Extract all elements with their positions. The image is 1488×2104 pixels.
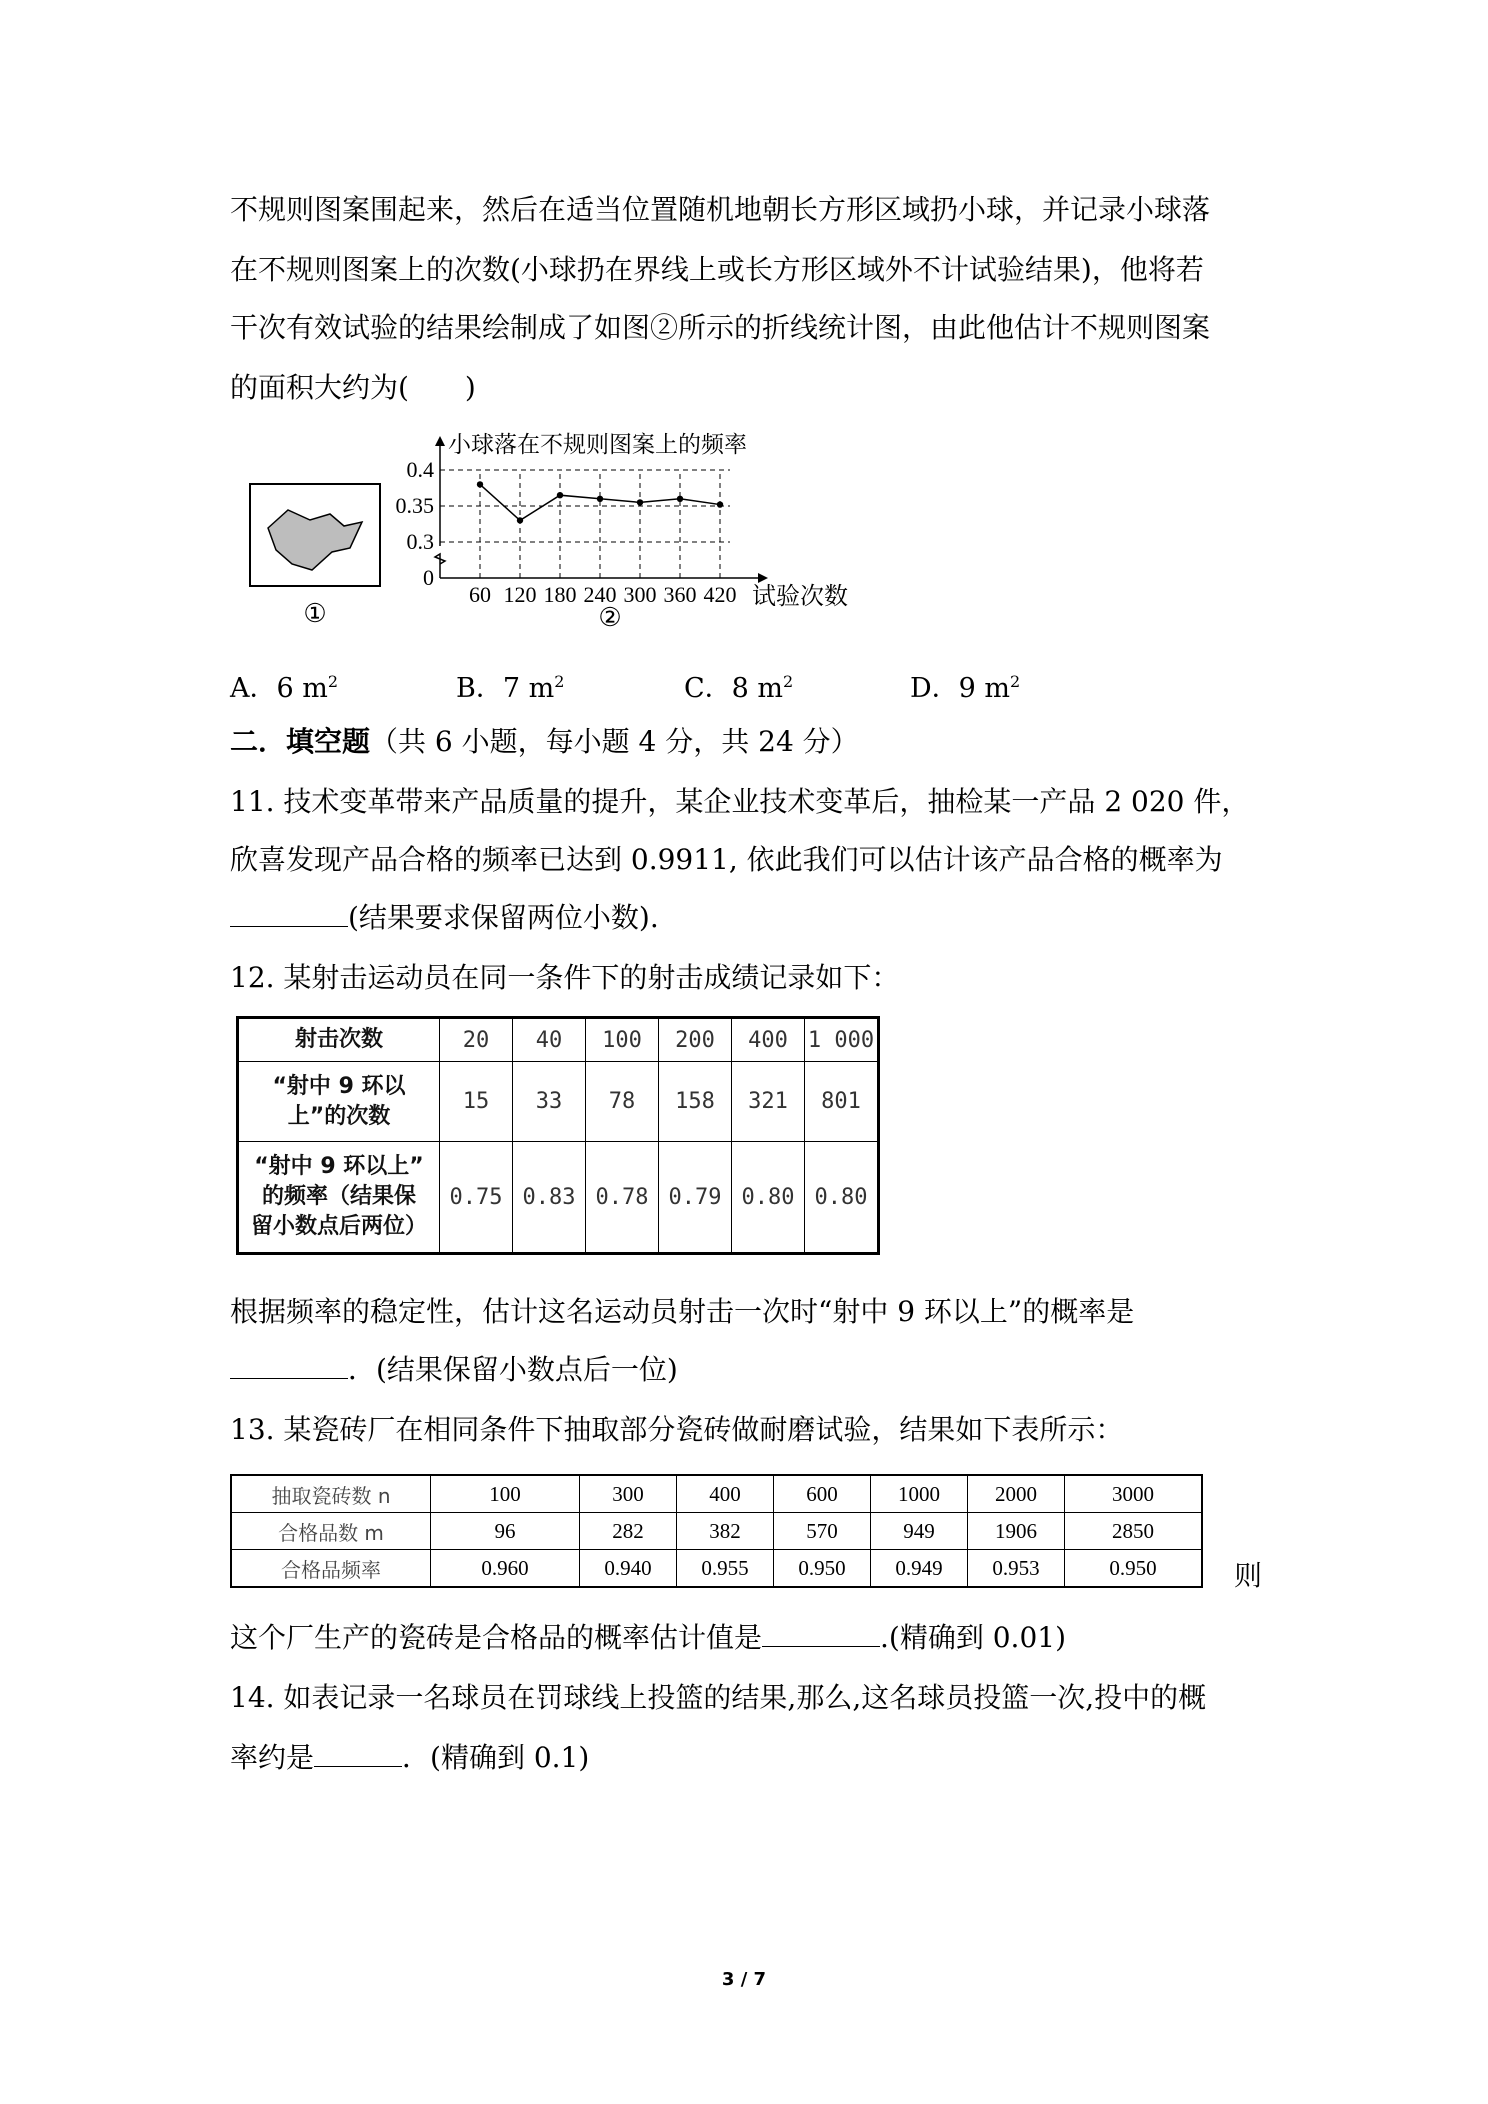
figure-1 xyxy=(240,476,390,626)
data-point xyxy=(477,481,483,487)
option-b[interactable]: B．7 $m^2$ xyxy=(456,672,565,704)
paragraph-line-4: 的面积大约为( ) xyxy=(230,371,476,404)
table-cell: 1906 xyxy=(968,1513,1065,1550)
table-cell: 0.79 xyxy=(659,1142,732,1254)
y-tick-label: 0.3 xyxy=(406,529,434,554)
table-cell: 33 xyxy=(513,1062,586,1142)
table-cell: 1000 xyxy=(871,1475,968,1513)
x-tick-label: 240 xyxy=(583,582,617,607)
table-cell: 96 xyxy=(431,1513,580,1550)
y-tick-label: 0 xyxy=(423,565,434,590)
table-cell: 400 xyxy=(677,1475,774,1513)
x-tick-label: 180 xyxy=(543,582,577,607)
table-cell: 0.955 xyxy=(677,1550,774,1588)
table-cell: 40 xyxy=(513,1018,586,1062)
table-row xyxy=(231,1550,1202,1588)
table-cell: 3000 xyxy=(1065,1475,1203,1513)
option-d[interactable]: D．9 $m^2$ xyxy=(910,672,1021,704)
q13-line-1: 13. 某瓷砖厂在相同条件下抽取部分瓷砖做耐磨试验，结果如下表所示： xyxy=(230,1413,1124,1446)
table-row xyxy=(238,1142,879,1254)
x-tick-label: 300 xyxy=(623,582,657,607)
table-header: 抽取瓷砖数 n xyxy=(231,1475,431,1513)
q12-after-2: ．(结果保留小数点后一位) xyxy=(230,1352,678,1388)
paragraph-line-1: 不规则图案围起来，然后在适当位置随机地朝长方形区域扔小球，并记录小球落 xyxy=(230,193,1211,226)
table-cell: 78 xyxy=(586,1062,659,1142)
y-axis-arrow-icon xyxy=(435,436,445,446)
table-cell: 0.950 xyxy=(774,1550,871,1588)
q13-answer-blank[interactable] xyxy=(762,1620,880,1647)
table-cell: 0.949 xyxy=(871,1550,968,1588)
q13-trail: 则 xyxy=(1234,1559,1263,1592)
table-header: 合格品数 m xyxy=(231,1513,431,1550)
table-cell: 570 xyxy=(774,1513,871,1550)
x-axis-arrow-icon xyxy=(758,573,768,583)
table-cell: 2850 xyxy=(1065,1513,1203,1550)
table-cell: 200 xyxy=(659,1018,732,1062)
q11-line-2: 欣喜发现产品合格的频率已达到 0.9911, 依此我们可以估计该产品合格的概率为 xyxy=(230,843,1223,876)
paragraph-line-2: 在不规则图案上的次数(小球扔在界线上或长方形区域外不计试验结果)，他将若 xyxy=(230,253,1204,286)
table-cell: 158 xyxy=(659,1062,732,1142)
table-cell: 282 xyxy=(580,1513,677,1550)
table-cell: 0.80 xyxy=(732,1142,805,1254)
table-cell: 300 xyxy=(580,1475,677,1513)
x-tick-label: 420 xyxy=(703,582,737,607)
q13-table xyxy=(230,1474,1203,1588)
table-cell: 0.953 xyxy=(968,1550,1065,1588)
q11-line-1: 11. 技术变革带来产品质量的提升，某企业技术变革后，抽检某一产品 2 020 件， xyxy=(230,785,1250,818)
q13-after: 这个厂生产的瓷砖是合格品的概率估计值是 .(精确到 0.01) xyxy=(230,1621,1067,1654)
frequency-line-chart xyxy=(380,430,850,630)
table-row xyxy=(238,1018,879,1062)
table-cell: 382 xyxy=(677,1513,774,1550)
q12-after-1: 根据频率的稳定性，估计这名运动员射击一次时“射中 9 环以上”的概率是 xyxy=(230,1295,1135,1328)
data-point xyxy=(517,517,523,523)
table-cell: 0.75 xyxy=(440,1142,513,1254)
q12-line-1: 12. 某射击运动员在同一条件下的射击成绩记录如下： xyxy=(230,961,900,994)
table-row xyxy=(231,1513,1202,1550)
table-cell: 20 xyxy=(440,1018,513,1062)
table-cell: 100 xyxy=(586,1018,659,1062)
y-axis xyxy=(435,444,445,578)
paragraph-line-3: 干次有效试验的结果绘制成了如图②所示的折线统计图，由此他估计不规则图案 xyxy=(230,311,1211,344)
table-cell: 0.960 xyxy=(431,1550,580,1588)
q11-answer-blank[interactable] xyxy=(230,900,348,927)
figure-2-label: ② xyxy=(598,603,622,630)
table-header: 合格品频率 xyxy=(231,1550,431,1588)
table-cell: 1 000 xyxy=(805,1018,879,1062)
table-cell: 321 xyxy=(732,1062,805,1142)
y-tick-label: 0.4 xyxy=(406,457,434,482)
data-point xyxy=(557,492,563,498)
table-cell: 400 xyxy=(732,1018,805,1062)
x-tick-label: 60 xyxy=(469,582,491,607)
table-cell: 100 xyxy=(431,1475,580,1513)
x-tick-label: 120 xyxy=(503,582,537,607)
table-header: 射击次数 xyxy=(238,1018,440,1062)
option-c[interactable]: C．8 $m^2$ xyxy=(684,672,794,704)
data-point xyxy=(677,496,683,502)
q14-line-1: 14. 如表记录一名球员在罚球线上投篮的结果,那么,这名球员投篮一次,投中的概 xyxy=(230,1681,1207,1714)
table-cell: 0.83 xyxy=(513,1142,586,1254)
table-row xyxy=(238,1062,879,1142)
table-cell: 0.80 xyxy=(805,1142,879,1254)
x-tick-label: 360 xyxy=(663,582,697,607)
option-a[interactable]: A．6 $m^2$ xyxy=(230,672,339,704)
figure-1-label: ① xyxy=(303,599,327,626)
data-point xyxy=(717,501,723,507)
table-cell: 949 xyxy=(871,1513,968,1550)
section-header: 二．填空题（共 6 小题，每小题 4 分，共 24 分） xyxy=(230,725,859,758)
table-cell: 600 xyxy=(774,1475,871,1513)
q14-answer-blank[interactable] xyxy=(314,1740,402,1767)
table-cell: 2000 xyxy=(968,1475,1065,1513)
table-cell: 15 xyxy=(440,1062,513,1142)
table-row xyxy=(231,1475,1202,1513)
data-point xyxy=(637,499,643,505)
y-tick-label: 0.35 xyxy=(395,493,434,518)
table-cell: 0.950 xyxy=(1065,1550,1203,1588)
q14-line-2: 率约是 ．(精确到 0.1) xyxy=(230,1741,590,1774)
q12-table xyxy=(236,1016,880,1255)
q12-answer-blank[interactable] xyxy=(230,1352,348,1379)
table-cell: 0.78 xyxy=(586,1142,659,1254)
x-axis-title: 试验次数 xyxy=(752,584,848,610)
table-cell: 801 xyxy=(805,1062,879,1142)
table-header: “射中 9 环以 上”的次数 xyxy=(238,1062,440,1142)
table-cell: 0.940 xyxy=(580,1550,677,1588)
table-header: “射中 9 环以上” 的频率（结果保 留小数点后两位） xyxy=(238,1142,440,1254)
page-number: 3 / 7 xyxy=(721,1969,767,1990)
data-point xyxy=(597,496,603,502)
q11-line-3: (结果要求保留两位小数). xyxy=(230,900,659,936)
y-axis-title: 小球落在不规则图案上的频率 xyxy=(448,432,747,457)
